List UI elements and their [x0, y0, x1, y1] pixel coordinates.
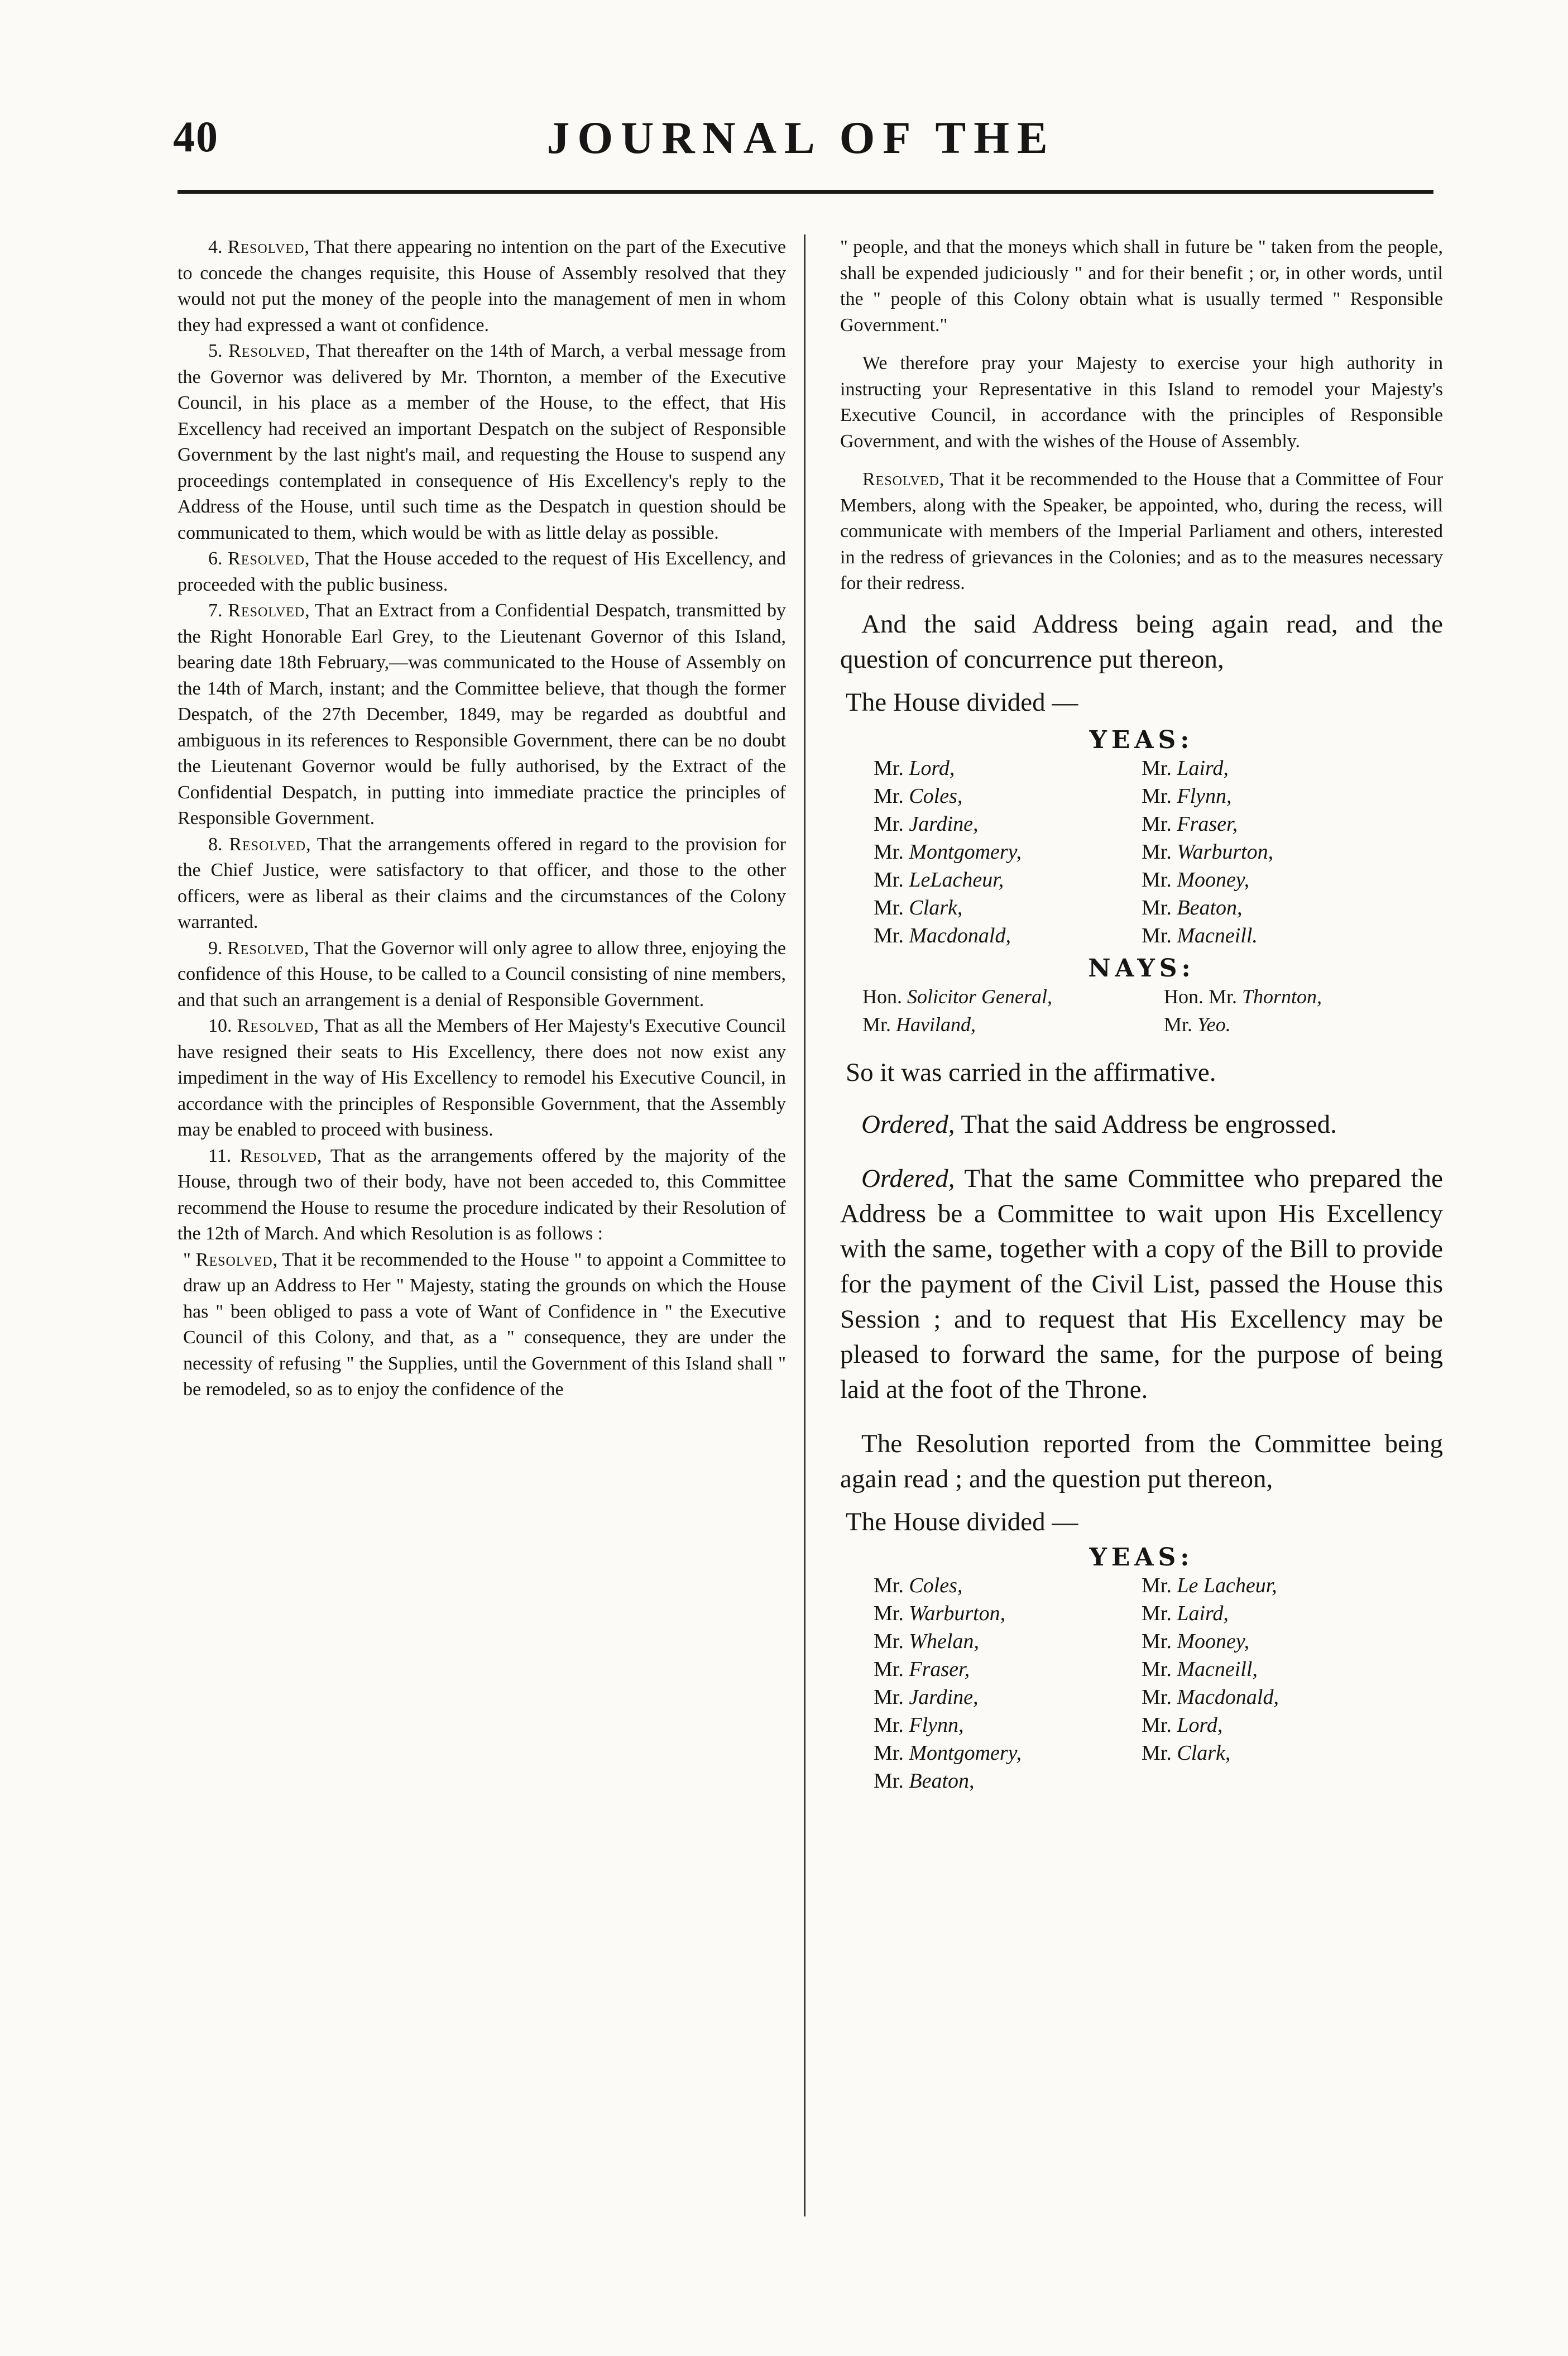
vote-row: Mr. Montgomery, Mr. Warburton, — [874, 840, 1274, 864]
vote-row: Mr. Flynn, Mr. Lord, — [874, 1713, 1223, 1737]
vote-row: Mr. Whelan, Mr. Mooney, — [874, 1629, 1250, 1653]
house-divided-2: The House divided — — [846, 1507, 1078, 1536]
vote-row: Mr. Lord, Mr. Laird, — [874, 756, 1229, 780]
resolution-5: 5. Resolved, That thereafter on the 14th of March, a verbal message from the Governor was delivered by Mr. Thornton, a member of the Executive Council, in his place as a member of the House, to the effect, that His Excellency had received an important Despatch on the subject of Responsible Government by the last night's mail, and requesting the House to suspend any proceedings contemplated in consequence of His Excellency's reply to the Address of the House, until such time as the Despatch in question should be communicated to them, which would be with as little delay as possible. — [178, 341, 786, 543]
resolution-9: 9. Resolved, That the Governor will only agree to allow three, enjoying the confidence of this House, to be called to a Council consisting of nine members, and that such an arrangement is a denial of Responsible Government. — [178, 937, 787, 1011]
running-head: JOURNAL OF THE — [546, 112, 1056, 163]
resolution-10: 10. Resolved, That as all the Members of Her Majesty's Executive Council have resigned their seats to His Excellency, there does not now exist any impediment in the way of His Excellency to remodel his Executive Council, in accordance with the principles of Responsible Government, that the Assembly may be enabled to proceed with business. — [178, 1016, 786, 1140]
carried-affirmative: So it was carried in the affirmative. — [846, 1057, 1216, 1087]
header-rule — [178, 190, 1433, 194]
vote-row: Mr. Coles, Mr. Le Lacheur, — [874, 1573, 1277, 1597]
vote-row: Mr. Beaton, — [874, 1769, 975, 1793]
outcome-block — [840, 1055, 1443, 1540]
vote-row: Hon. Solicitor General, Hon. Mr. Thornton, — [862, 985, 1322, 1008]
yeas-list-2 — [840, 1572, 1443, 1795]
vote-row: Mr. Fraser, Mr. Macneill, — [874, 1657, 1258, 1681]
vote-row: Mr. Haviland, Mr. Yeo. — [862, 1013, 1231, 1036]
vote-row: Mr. Jardine, Mr. Macdonald, — [874, 1685, 1279, 1709]
address-read-block — [840, 607, 1443, 720]
page-number: 40 — [173, 112, 219, 161]
resolution-11: 11. Resolved, That as the arrangements offered by the majority of the House, through two of their body, have not been acceded to, this Committee recommend the House to resume the procedure indicated by their Resolution of the 12th of March. And which Resolution is as follows : — [178, 1145, 786, 1244]
quote-continued-block — [840, 234, 1443, 597]
vote-row: Mr. Macdonald, Mr. Macneill. — [874, 923, 1258, 947]
vote-row: Mr. Clark, Mr. Beaton, — [874, 896, 1243, 920]
resolution-reported: The Resolution reported from the Committee being again read ; and the question put thereon, — [840, 1429, 1443, 1493]
house-divided-1: The House divided — — [846, 687, 1078, 717]
resolution-4: 4. Resolved, That there appearing no intention on the part of the Executive to concede the changes requisite, this House of Assembly resolved that they would not put the money of the people into the management of men in whom they had expressed a want ot confidence. — [178, 237, 786, 336]
resolution-7: 7. Resolved, That an Extract from a Confidential Despatch, transmitted by the Right Honorable Earl Grey, to the Lieutenant Governor of this Island, bearing date 18th February,—was communicated to the House of Assembly on the 14th of March, instant; and the Committee believe, that though the former Despatch, of the 27th December, 1849, may be regarded as doubtful and ambiguous in its references to Responsible Government, there can be no doubt the Lieutenant Governor would be fully authorised, by the Extract of the Confidential Despatch, in putting into immediate practice the principles of Responsible Government. — [178, 600, 786, 829]
vote-row: Mr. Warburton, Mr. Laird, — [874, 1601, 1229, 1625]
yeas-list-1 — [840, 754, 1443, 950]
yeas-heading-1: YEAS: — [1089, 725, 1194, 754]
address-read: And the said Address being again read, and the question of concurrence put thereon, — [840, 609, 1443, 674]
vote-row: Mr. Montgomery, Mr. Clark, — [874, 1741, 1231, 1765]
resolution-8: 8. Resolved, That the arrangements offered in regard to the provision for the Chief Justice, were satisfactory to that officer, and those to the other officers, were as liberal as their claims and the circumstances of the Colony warranted. — [178, 834, 786, 932]
resolution-6: 6. Resolved, That the House acceded to the request of His Excellency, and proceeded with the public business. — [178, 548, 786, 595]
page-header — [167, 109, 1435, 170]
vote-row: Mr. Coles, Mr. Flynn, — [874, 784, 1232, 808]
ordered-committee: Ordered, That the same Committee who prepared the Address be a Committee to wait upon His Excellency with the same, together with a copy of the Bill to provide for the payment of the Civil List, passed the House this Session ; and to request that His Excellency may be pleased to forward the same, for the purpose of being laid at the foot of the Throne. — [840, 1163, 1443, 1404]
nays-heading: NAYS: — [1088, 954, 1195, 983]
vote-row: Mr. Jardine, Mr. Fraser, — [874, 812, 1238, 836]
left-column — [178, 234, 786, 1403]
vote-row: Mr. LeLacheur, Mr. Mooney, — [874, 868, 1250, 892]
right-column — [840, 234, 1443, 1795]
ordered-engrossed: Ordered, That the said Address be engrossed. — [861, 1109, 1337, 1139]
resolved-committee: Resolved, That it be recommended to the House that a Committee of Four Members, along with the Speaker, be appointed, who, during the recess, will communicate with members of the Imperial Parliament and others, interested in the redress of grievances in the Colonies; and as to the measures necessary for their redress. — [840, 469, 1443, 593]
quote-continued: " people, and that the moneys which shall in future be " taken from the people, shall be expended judiciously " and for their benefit ; or, in other words, until the " people of this Colony obtain what is usually termed " Responsible Government." — [840, 237, 1443, 336]
yeas-heading-2: YEAS: — [1089, 1543, 1194, 1572]
prayer-paragraph: We therefore pray your Majesty to exercise your high authority in instructing your Representative in this Island to remodel your Majesty's Executive Council, in accordance with the principles of Responsible Government, and with the wishes of the House of Assembly. — [840, 353, 1443, 452]
column-divider — [804, 234, 805, 2216]
nays-list — [840, 983, 1443, 1038]
quoted-resolution: " Resolved, That it be recommended to the House " to appoint a Committee to draw up an Address to Her " Majesty, stating the grounds on which the House has " been obliged to pass a vote of Want of Confidence in " the Executive Council of this Colony, and that, as a " consequence, they are under the necessity of refusing " the Supplies, until the Government of this Island shall " be remodeled, so as to enjoy the confidence of the — [183, 1249, 786, 1400]
